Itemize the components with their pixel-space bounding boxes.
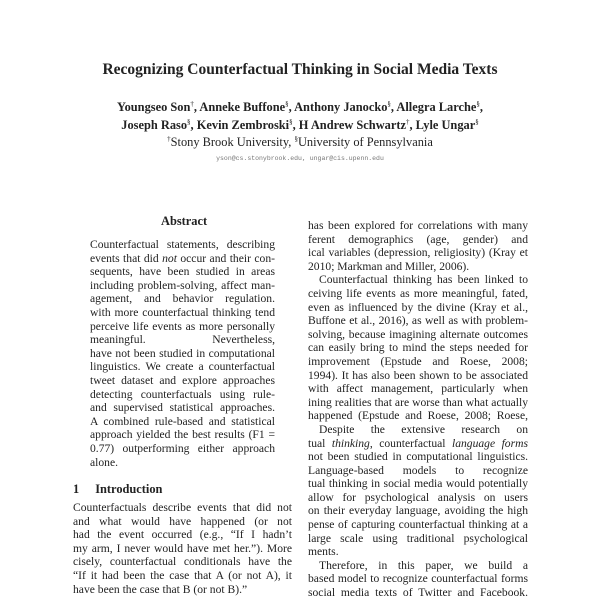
text: have not been studied in computational bbox=[90, 346, 275, 360]
text-line bbox=[73, 542, 292, 556]
text-line bbox=[308, 423, 528, 437]
text-line bbox=[90, 292, 275, 306]
author-emails: yson@cs.stonybrook.edu, ungar@cis.upenn.edu bbox=[216, 155, 384, 162]
text-line bbox=[308, 341, 528, 355]
affiliation-mark: § bbox=[285, 100, 289, 108]
text-line bbox=[308, 450, 528, 464]
text: Therefore, in this paper, we build a bbox=[319, 558, 528, 572]
text-line bbox=[308, 559, 528, 573]
text-line bbox=[308, 545, 528, 559]
affiliation-mark: § bbox=[289, 118, 293, 126]
text: tual bbox=[308, 436, 332, 450]
text: large scale using traditional psychological bbox=[308, 531, 528, 545]
text: had the event occurred (e.g., “If I hadn’t bbox=[73, 528, 292, 542]
name-text: , H Andrew Schwartz bbox=[292, 118, 406, 132]
text-line bbox=[90, 442, 275, 456]
text: “If it had been the case that A (or not A), it bbox=[73, 568, 292, 582]
affiliation-mark: § bbox=[476, 100, 480, 108]
text-line bbox=[90, 333, 275, 347]
text-line bbox=[308, 477, 528, 491]
text: including problem-solving, affect man- bbox=[90, 278, 275, 292]
text-line bbox=[90, 320, 275, 334]
text-line bbox=[308, 246, 528, 260]
text-line bbox=[90, 279, 275, 293]
text-line bbox=[90, 388, 275, 402]
text: ceiving life events as more meaningful, fated, bbox=[308, 286, 528, 300]
text: happened (Epstude and Roese, 2008; Roese, bbox=[308, 409, 528, 423]
text-line bbox=[308, 396, 528, 410]
text: ining realities that are worse than what actually bbox=[308, 395, 528, 409]
text: not been studied in computational linguistics. bbox=[308, 450, 528, 464]
text: my arm, I never would have met her.”). More bbox=[73, 541, 292, 555]
name-text: , Anthony Janocko bbox=[288, 100, 388, 114]
text-line bbox=[308, 328, 528, 342]
text-line bbox=[308, 409, 528, 423]
text: has been explored for correlations with many bbox=[308, 219, 528, 232]
text: Buffone et al., 2016), as well as with problem- bbox=[308, 314, 528, 328]
text: pense of capturing counterfactual thinking at a bbox=[308, 518, 528, 532]
italic-text: thinking bbox=[331, 436, 370, 450]
text-line bbox=[308, 287, 528, 301]
affiliation-mark: § bbox=[475, 118, 479, 126]
affiliation-mark: † bbox=[167, 135, 171, 143]
text-line bbox=[73, 583, 292, 597]
text: cisely, counterfactual conditionals have the bbox=[73, 555, 292, 569]
text: Language-based models to recognize bbox=[308, 463, 528, 477]
name-text: , Allegra Larche bbox=[390, 100, 477, 114]
text: improvement (Epstude and Roese, 2008; bbox=[308, 354, 528, 368]
text-line bbox=[73, 501, 292, 515]
text: tual thinking in social media would potentially bbox=[308, 477, 528, 491]
text: sequents, have been studied in areas bbox=[90, 265, 275, 279]
text-line bbox=[90, 360, 275, 374]
text: with affect management, particularly when bbox=[308, 382, 528, 396]
name-text: , Kevin Zembroski bbox=[190, 118, 290, 132]
text: even as influenced by the divine (Kray et al., bbox=[308, 300, 528, 314]
text-line bbox=[90, 238, 275, 252]
text-line bbox=[308, 301, 528, 315]
text-line bbox=[308, 273, 528, 287]
text-line bbox=[90, 265, 275, 279]
abstract-body bbox=[90, 238, 275, 469]
introduction-body bbox=[73, 501, 292, 596]
text: linguistics. We create a counterfactual bbox=[90, 360, 275, 374]
text-line bbox=[90, 374, 275, 388]
text: , counterfactual bbox=[369, 436, 452, 450]
affiliation-mark: † bbox=[405, 118, 410, 126]
affiliations bbox=[0, 135, 600, 150]
abstract-heading: Abstract bbox=[161, 214, 208, 228]
text: approach yielded the best results (F1 = bbox=[90, 428, 275, 442]
text: with more counterfactual thinking tend bbox=[90, 305, 275, 319]
text: A combined rule-based and statistical bbox=[90, 414, 275, 428]
text-line bbox=[90, 347, 275, 361]
text-line bbox=[308, 369, 528, 383]
text-line bbox=[308, 314, 528, 328]
text: agement, and behavior regulation. bbox=[90, 292, 275, 306]
name-text: Joseph Raso bbox=[121, 118, 188, 132]
text: ical variables (depression, religiosity) (Kray et bbox=[308, 246, 528, 260]
author-line-1 bbox=[0, 100, 600, 115]
text-line bbox=[73, 555, 292, 569]
text: can easily bring to mind the steps needed for bbox=[308, 341, 528, 355]
name-text: , Lyle Ungar bbox=[409, 118, 476, 132]
text-line bbox=[308, 491, 528, 505]
right-column-body bbox=[308, 219, 528, 600]
text: tweet dataset and explore approaches bbox=[90, 373, 275, 387]
text: 1994). It has also been shown to be associated bbox=[308, 368, 528, 382]
text-line bbox=[73, 528, 292, 542]
text: have been the case that B (or not B).” bbox=[73, 582, 248, 596]
text-line bbox=[308, 233, 528, 247]
text-line bbox=[308, 464, 528, 478]
text: occur and their con- bbox=[176, 251, 275, 265]
text-line bbox=[90, 401, 275, 415]
text: Counterfactual thinking has been linked to bbox=[319, 273, 528, 287]
section-number: 1 bbox=[73, 482, 80, 496]
text: ferent demographics (age, gender) and bbox=[308, 232, 528, 246]
text-line bbox=[90, 252, 275, 266]
text-line bbox=[308, 586, 528, 600]
text: ments. bbox=[308, 545, 339, 559]
text-line bbox=[308, 532, 528, 546]
text: detecting counterfactuals using rule- bbox=[90, 387, 275, 401]
text: 2010; Markman and Miller, 2006). bbox=[308, 259, 470, 273]
section-heading-introduction bbox=[73, 482, 162, 497]
name-text: Youngseo Son bbox=[117, 100, 191, 114]
section-title: Introduction bbox=[95, 482, 163, 496]
italic-text: language forms bbox=[451, 436, 528, 450]
text-line bbox=[308, 572, 528, 586]
author-line-2 bbox=[0, 118, 600, 133]
text-line bbox=[90, 306, 275, 320]
text-line bbox=[90, 428, 275, 442]
text-line bbox=[308, 437, 528, 451]
affiliation-mark: § bbox=[187, 118, 191, 126]
text: solving, because imagining alternate outcomes bbox=[308, 327, 528, 341]
italic-text: not bbox=[162, 251, 177, 265]
text: on their everyday language, avoiding the high bbox=[308, 504, 528, 518]
text-line bbox=[308, 355, 528, 369]
affiliation-mark: † bbox=[190, 100, 194, 108]
text-line bbox=[90, 456, 275, 470]
text: Despite the extensive research on bbox=[319, 422, 528, 436]
text: 0.77) outperforming either approach bbox=[90, 441, 275, 455]
text: and what would have happened (or not bbox=[73, 514, 292, 528]
text-line bbox=[73, 569, 292, 583]
text-line bbox=[308, 382, 528, 396]
text-line bbox=[308, 219, 528, 233]
text: Counterfactuals describe events that did not bbox=[73, 501, 292, 514]
affiliation-mark: § bbox=[294, 135, 298, 143]
text: allow for psychological analysis on users bbox=[308, 490, 528, 504]
text-line bbox=[308, 518, 528, 532]
name-text: , Anneke Buffone bbox=[193, 100, 286, 114]
text: social media texts of Twitter and Facebook. bbox=[308, 586, 528, 600]
text: perceive life events as more personally bbox=[90, 319, 275, 333]
text-line bbox=[308, 260, 528, 274]
text: alone. bbox=[90, 455, 119, 469]
text: and supervised statistical approaches. bbox=[90, 401, 275, 415]
text-line bbox=[73, 515, 292, 529]
text-line bbox=[308, 504, 528, 518]
text: based model to recognize counterfactual forms bbox=[308, 572, 528, 586]
name-text: University of Pennsylvania bbox=[297, 135, 433, 149]
paper-title: Recognizing Counterfactual Thinking in Social Media Texts bbox=[102, 61, 498, 78]
text: meaningful. Nevertheless, bbox=[90, 333, 275, 347]
affiliation-mark: § bbox=[387, 100, 391, 108]
text: events that did bbox=[90, 251, 163, 265]
name-text: Stony Brook University, bbox=[170, 135, 295, 149]
text: Counterfactual statements, describing bbox=[90, 238, 275, 251]
name-text: , bbox=[479, 100, 483, 114]
text-line bbox=[90, 415, 275, 429]
